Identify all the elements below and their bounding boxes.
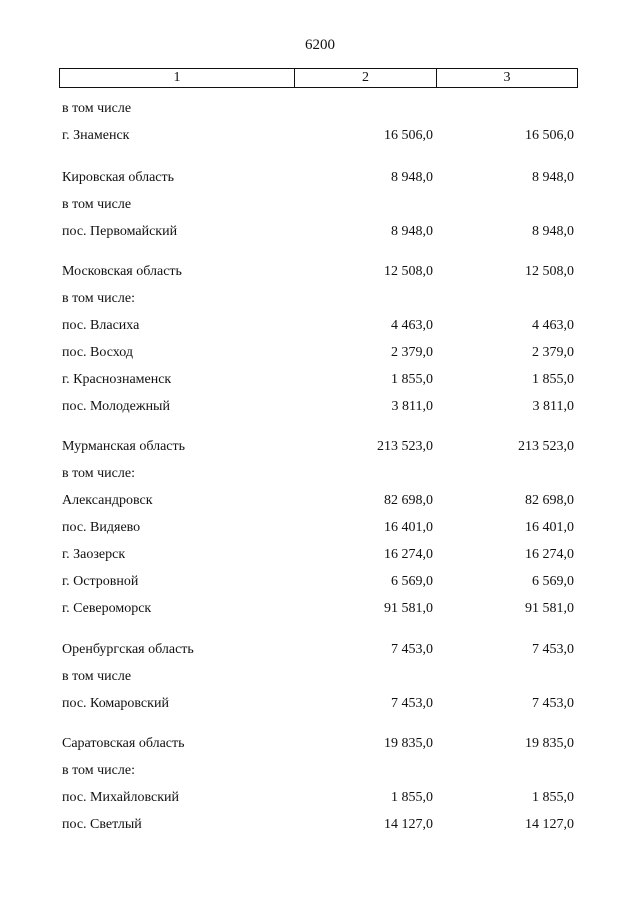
row-label: Московская область xyxy=(62,264,182,279)
row-value-col2: 16 274,0 xyxy=(384,547,433,562)
row-value-col3: 3 811,0 xyxy=(532,399,574,414)
row-value-col3: 8 948,0 xyxy=(532,224,574,239)
table-row xyxy=(0,343,640,363)
row-label: Александровск xyxy=(62,493,153,508)
table-row xyxy=(0,640,640,660)
row-label: г. Североморск xyxy=(62,601,152,616)
row-value-col2: 213 523,0 xyxy=(377,439,433,454)
table-row xyxy=(0,437,640,457)
table-row xyxy=(0,99,640,119)
row-value-col3: 1 855,0 xyxy=(532,790,574,805)
row-value-col2: 6 569,0 xyxy=(391,574,433,589)
row-value-col3: 82 698,0 xyxy=(525,493,574,508)
table-row xyxy=(0,491,640,511)
row-value-col2: 2 379,0 xyxy=(391,345,433,360)
row-value-col2: 16 401,0 xyxy=(384,520,433,535)
row-label: пос. Светлый xyxy=(62,817,142,832)
row-value-col3: 12 508,0 xyxy=(525,264,574,279)
row-label: в том числе xyxy=(62,669,132,684)
row-label: Оренбургская область xyxy=(62,642,194,657)
row-value-col2: 16 506,0 xyxy=(384,128,433,143)
row-label: пос. Михайловский xyxy=(62,790,180,805)
row-label: Кировская область xyxy=(62,170,175,185)
row-value-col2: 19 835,0 xyxy=(384,736,433,751)
row-value-col3: 14 127,0 xyxy=(525,817,574,832)
row-value-col2: 7 453,0 xyxy=(391,696,433,711)
row-value-col3: 6 569,0 xyxy=(532,574,574,589)
row-value-col3: 91 581,0 xyxy=(525,601,574,616)
table-row xyxy=(0,195,640,215)
table-header xyxy=(59,68,578,88)
row-label: в том числе xyxy=(62,197,132,212)
row-value-col3: 4 463,0 xyxy=(532,318,574,333)
table-row xyxy=(0,667,640,687)
row-value-col3: 1 855,0 xyxy=(532,372,574,387)
row-value-col3: 16 506,0 xyxy=(525,128,574,143)
row-value-col3: 2 379,0 xyxy=(532,345,574,360)
table-row xyxy=(0,734,640,754)
row-value-col2: 1 855,0 xyxy=(391,790,433,805)
row-label: г. Заозерск xyxy=(62,547,126,562)
table-row xyxy=(0,316,640,336)
row-label: пос. Власиха xyxy=(62,318,140,333)
table-row xyxy=(0,694,640,714)
row-label: пос. Комаровский xyxy=(62,696,169,711)
row-value-col2: 7 453,0 xyxy=(391,642,433,657)
table-row xyxy=(0,545,640,565)
row-label: г. Островной xyxy=(62,574,139,589)
row-label: г. Знаменск xyxy=(62,128,130,143)
row-value-col2: 3 811,0 xyxy=(391,399,433,414)
row-value-col3: 16 274,0 xyxy=(525,547,574,562)
row-value-col3: 7 453,0 xyxy=(532,696,574,711)
row-label: пос. Молодежный xyxy=(62,399,170,414)
table-row xyxy=(0,572,640,592)
row-value-col2: 91 581,0 xyxy=(384,601,433,616)
row-label: в том числе: xyxy=(62,466,135,481)
table-row xyxy=(0,761,640,781)
table-row xyxy=(0,370,640,390)
row-value-col3: 213 523,0 xyxy=(518,439,574,454)
table-row xyxy=(0,788,640,808)
row-value-col2: 82 698,0 xyxy=(384,493,433,508)
row-label: пос. Первомайский xyxy=(62,224,178,239)
table-row xyxy=(0,168,640,188)
row-value-col2: 8 948,0 xyxy=(391,224,433,239)
table-row xyxy=(0,397,640,417)
row-value-col2: 4 463,0 xyxy=(391,318,433,333)
column-header-3: 3 xyxy=(503,70,511,85)
page-number: 6200 xyxy=(305,37,335,53)
row-value-col3: 19 835,0 xyxy=(525,736,574,751)
row-value-col3: 16 401,0 xyxy=(525,520,574,535)
row-label: пос. Видяево xyxy=(62,520,141,535)
row-value-col2: 1 855,0 xyxy=(391,372,433,387)
row-label: в том числе: xyxy=(62,763,135,778)
table-row xyxy=(0,815,640,835)
table-row xyxy=(0,518,640,538)
table-row xyxy=(0,222,640,242)
column-header-2: 2 xyxy=(295,69,437,87)
row-label: в том числе: xyxy=(62,291,135,306)
row-label: Мурманская область xyxy=(62,439,186,454)
table-row xyxy=(0,289,640,309)
table-row xyxy=(0,599,640,619)
row-label: пос. Восход xyxy=(62,345,133,360)
table-row xyxy=(0,464,640,484)
table-row xyxy=(0,126,640,146)
table-row xyxy=(0,262,640,282)
row-value-col2: 14 127,0 xyxy=(384,817,433,832)
row-value-col3: 8 948,0 xyxy=(532,170,574,185)
row-value-col2: 12 508,0 xyxy=(384,264,433,279)
row-value-col3: 7 453,0 xyxy=(532,642,574,657)
row-label: Саратовская область xyxy=(62,736,185,751)
row-label: г. Краснознаменск xyxy=(62,372,172,387)
row-label: в том числе xyxy=(62,101,132,116)
column-header-1: 1 xyxy=(60,69,295,87)
row-value-col2: 8 948,0 xyxy=(391,170,433,185)
